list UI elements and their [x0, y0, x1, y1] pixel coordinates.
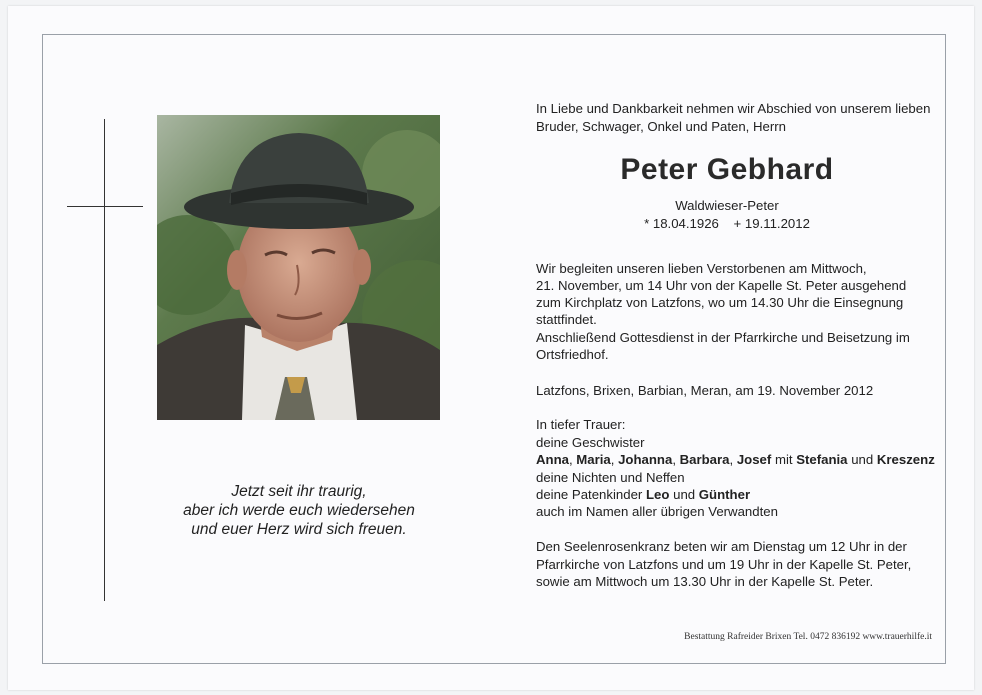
rosary-line: sowie am Mittwoch um 13.30 Uhr in der Kapelle St. Peter.: [536, 574, 874, 589]
nieces-line: deine Nichten und Neffen: [536, 470, 685, 485]
funeral-line: Wir begleiten unseren lieben Verstorbenen am Mittwoch,: [536, 261, 867, 276]
rosary-line: Pfarrkirche von Latzfons und um 19 Uhr in der Kapelle St. Peter,: [536, 557, 912, 572]
place-date: Latzfons, Brixen, Barbian, Meran, am 19. November 2012: [536, 383, 874, 398]
siblings-label: deine Geschwister: [536, 435, 645, 450]
deceased-name: Peter Gebhard: [620, 153, 834, 186]
siblings-line: Anna, Maria, Johanna, Barbara, Josef mit Stefania und Kreszenz: [536, 452, 935, 467]
funeral-line: Ortsfriedhof.: [536, 347, 609, 362]
quote-line: aber ich werde euch wiedersehen: [183, 502, 415, 519]
funeral-line: zum Kirchplatz von Latzfons, wo um 14.30 Uhr die Einsegnung: [536, 295, 904, 310]
portrait-photo: [157, 115, 440, 420]
funeral-line: Anschließend Gottesdienst in der Pfarrkirche und Beisetzung im: [536, 330, 910, 345]
deceased-nickname: Waldwieser-Peter: [675, 198, 779, 213]
godchild-name: Leo: [645, 487, 670, 502]
intro-line: Bruder, Schwager, Onkel und Paten, Herrn: [536, 119, 786, 134]
intro-line: In Liebe und Dankbarkeit nehmen wir Abschied von unserem lieben: [536, 101, 931, 116]
sibling-name: Josef: [736, 452, 772, 467]
rosary-line: Den Seelenrosenkranz beten wir am Dienstag um 12 Uhr in der: [536, 539, 907, 554]
deceased-dates: [536, 215, 918, 233]
mourners-heading: In tiefer Trauer:: [536, 417, 626, 432]
sibling-name: Stefania: [796, 452, 848, 467]
death-date: + 19.11.2012: [733, 216, 810, 231]
sibling-name: Kreszenz: [876, 452, 935, 467]
godchild-name: Günther: [698, 487, 751, 502]
funeral-home-footer: Bestattung Rafreider Brixen Tel. 0472 836192 www.trauerhilfe.it: [684, 632, 932, 642]
birth-date: * 18.04.1926: [644, 216, 719, 231]
godchildren-line: deine Patenkinder Leo und Günther: [536, 487, 751, 502]
quote-line: Jetzt seit ihr traurig,: [231, 483, 367, 500]
relatives-line: auch im Namen aller übrigen Verwandten: [536, 504, 778, 519]
cross-icon-bar: [67, 206, 143, 207]
sibling-name: Barbara: [679, 452, 730, 467]
sibling-name: Johanna: [618, 452, 673, 467]
sibling-name: Anna: [536, 452, 569, 467]
sibling-name: Maria: [576, 452, 611, 467]
funeral-line: 21. November, um 14 Uhr von der Kapelle St. Peter ausgehend: [536, 278, 907, 293]
funeral-line: stattfindet.: [536, 312, 597, 327]
cross-icon: [104, 119, 105, 601]
quote-line: und euer Herz wird sich freuen.: [191, 521, 407, 538]
bible-quote: [150, 482, 448, 539]
